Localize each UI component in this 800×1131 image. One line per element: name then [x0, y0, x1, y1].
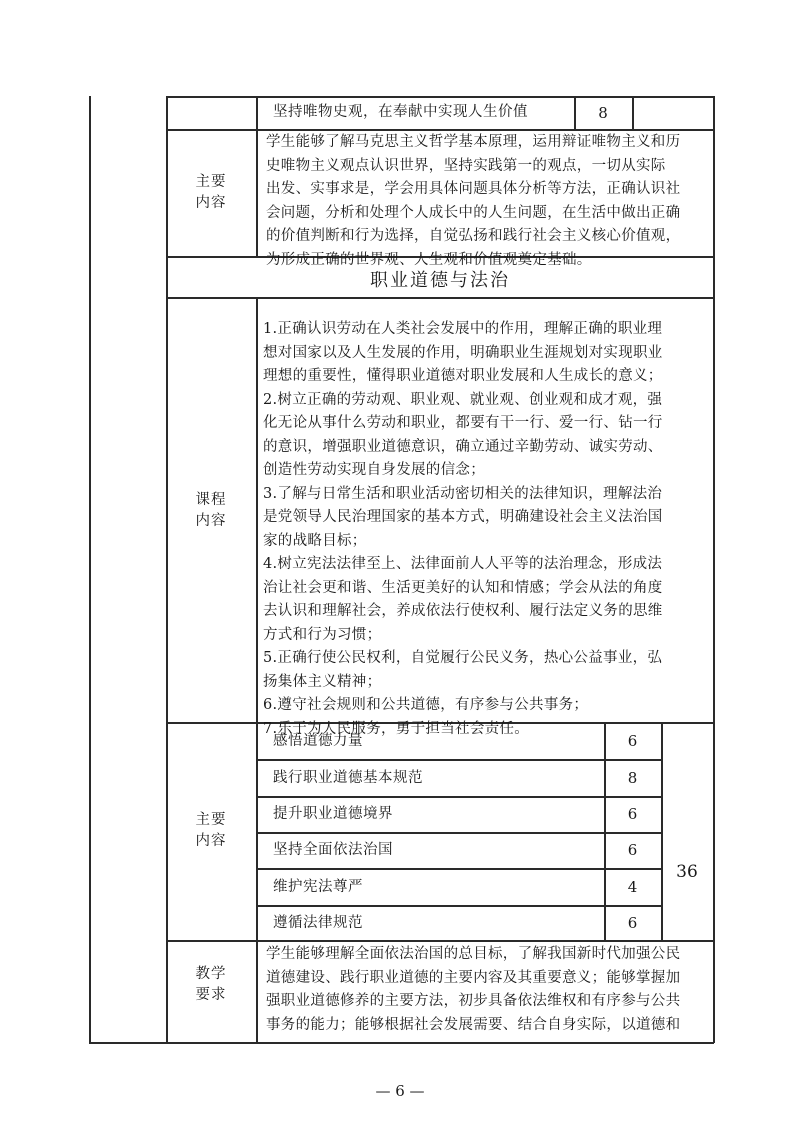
- para-line: 出发、实事求是，学会用具体问题具体分析等方法，正确认识社: [266, 181, 681, 197]
- para-line: 为形成正确的世界观、人生观和价值观奠定基础。: [266, 251, 592, 268]
- course-line: 的意识，增强职业道德意识，确立通过辛勤劳动、诚实劳动、: [263, 438, 663, 455]
- main-content-paragraph: [266, 131, 706, 272]
- label-line-1: 课程: [195, 492, 227, 508]
- section-title: 职业道德与法治: [370, 270, 510, 291]
- course-line: 扬集体主义精神；: [263, 673, 382, 690]
- label-line-2: 内容: [195, 195, 227, 211]
- course-line: 方式和行为习惯；: [263, 626, 382, 643]
- label-line-2: 内容: [195, 833, 227, 849]
- course-line: 4.树立宪法法律至上、法律面前人人平等的法治理念，形成法: [263, 556, 663, 572]
- main-item-hours: 6: [627, 732, 638, 750]
- course-line: 家的战略目标；: [263, 532, 367, 549]
- para-line: 史唯物主义观点认识世界，坚持实践第一的观点，一切从实际: [266, 157, 666, 174]
- course-line: 想对国家以及人生发展的作用，明确职业生涯规划对实现职业: [263, 344, 663, 361]
- course-content-label: [166, 490, 256, 532]
- page-number: — 6 —: [375, 1082, 425, 1100]
- course-line: 6.遵守社会规则和公共道德，有序参与公共事务；: [263, 697, 589, 713]
- main-item-title: 坚持全面依法治国: [273, 842, 393, 858]
- course-line: 5.正确行使公民权利，自觉履行公民义务，热心公益事业，弘: [263, 650, 663, 666]
- main-item-title: 提升职业道德境界: [273, 806, 393, 822]
- para-line: 会问题，分析和处理个人成长中的人生问题，在生活中做出正确: [266, 204, 681, 221]
- main-item-title: 感悟道德力量: [273, 733, 363, 749]
- label-line-1: 主要: [195, 812, 227, 828]
- course-line: 治让社会更和谐、生活更美好的认知和情感；学会从法的角度: [263, 579, 663, 596]
- main-item-hours: 6: [627, 805, 638, 823]
- main-items-label: [166, 810, 256, 852]
- main-content-label: [166, 172, 256, 214]
- main-item-title: 维护宪法尊严: [273, 879, 363, 895]
- label-line-2: 要求: [195, 987, 227, 1003]
- teach-line: 事务的能力；能够根据社会发展需要、结合自身实际，以道德和: [266, 1016, 681, 1033]
- main-item-title: 遵循法律规范: [273, 915, 363, 931]
- teaching-requirements-label: [166, 964, 256, 1006]
- course-line: 化无论从事什么劳动和职业，都要有干一行、爱一行、钻一行: [263, 415, 663, 431]
- label-line-1: 主要: [195, 174, 227, 190]
- main-item-title: 践行职业道德基本规范: [273, 770, 423, 786]
- course-line: 理想的重要性，懂得职业道德对职业发展和人生成长的意义；: [263, 368, 663, 384]
- teach-line: 强职业道德修养的主要方法，初步具备依法维权和有序参与公共: [266, 993, 681, 1009]
- course-line: 7.乐于为人民服务，勇于担当社会责任。: [263, 720, 530, 737]
- course-line: 创造性劳动实现自身发展的信念；: [263, 462, 485, 478]
- item-hours: 8: [598, 104, 608, 122]
- course-line: 是党领导人民治理国家的基本方式，明确建设社会主义法治国: [263, 509, 663, 525]
- total-hours: 36: [676, 862, 698, 882]
- label-line-2: 内容: [195, 513, 227, 529]
- main-item-hours: 6: [627, 914, 638, 932]
- para-line: 的价值判断和行为选择，自觉弘扬和践行社会主义核心价值观，: [266, 228, 681, 244]
- course-content-list: [263, 318, 708, 741]
- course-line: 去认识和理解社会，养成依法行使权利、履行法定义务的思维: [263, 603, 663, 619]
- teach-line: 学生能够理解全面依法治国的总目标，了解我国新时代加强公民: [266, 946, 681, 962]
- course-line: 1.正确认识劳动在人类社会发展中的作用，理解正确的职业理: [263, 321, 663, 337]
- label-line-1: 教学: [195, 966, 227, 982]
- teaching-requirements-paragraph: [266, 943, 710, 1037]
- main-item-hours: 4: [627, 878, 638, 896]
- item-title: 坚持唯物史观，在奉献中实现人生价值: [273, 104, 528, 120]
- main-item-hours: 6: [627, 841, 638, 859]
- main-item-hours: 8: [627, 769, 638, 787]
- course-line: 2.树立正确的劳动观、职业观、就业观、创业观和成才观，强: [263, 391, 663, 408]
- teach-line: 道德建设、践行职业道德的主要内容及其重要意义；能够掌握加: [266, 969, 681, 986]
- para-line: 学生能够了解马克思主义哲学基本原理，运用辩证唯物主义和历: [266, 134, 681, 150]
- course-line: 3.了解与日常生活和职业活动密切相关的法律知识，理解法治: [263, 485, 663, 502]
